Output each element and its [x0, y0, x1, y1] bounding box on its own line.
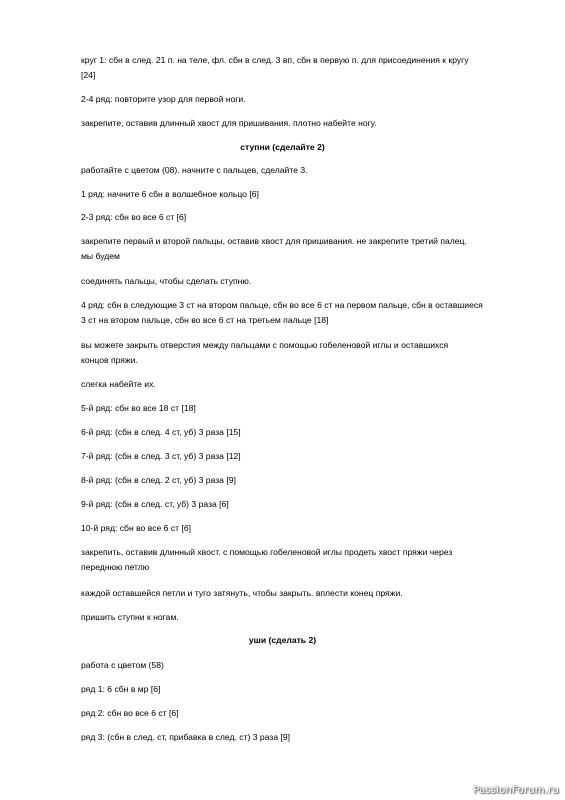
paragraph-ears-row-2: ряд 2: сбн во все 6 ст [6]: [81, 708, 179, 718]
paragraph-row-7: 7-й ряд: (сбн в след. 3 ст, уб) 3 раза [12]: [81, 451, 241, 461]
paragraph-row-4: [81, 298, 521, 328]
text-line: 3 ст на втором пальце, сбн во все 6 ст на третьем пальце [18]: [81, 315, 329, 325]
watermark-text: PassionForum.ru: [473, 785, 559, 796]
text-line: круг 1: сбн в след. 21 п. на теле, фл. сбн в след. 3 вп, сбн в первую п. для присоединения к кругу: [81, 55, 469, 65]
paragraph-close-holes: [81, 338, 521, 368]
paragraph-color-58: работа с цветом (58): [81, 660, 164, 670]
paragraph-ears-row-3: ряд 3: (сбн в след. ст, прибавка в след. ст) 3 раза [9]: [81, 732, 291, 742]
paragraph-rows-2-4: 2-4 ряд: повторите узор для первой ноги.: [81, 94, 246, 104]
section-heading-feet: ступни (сделайте 2): [240, 142, 325, 152]
paragraph-row-5: 5-й ряд: сбн во все 18 ст [18]: [81, 403, 196, 413]
text-line: закрепить, оставив длинный хвост. с помощью гобеленовой иглы продеть хвост пряжи через: [81, 547, 453, 557]
paragraph-row-8: 8-й ряд: (сбн в след. 2 ст, уб) 3 раза [9]: [81, 475, 236, 485]
paragraph-join-toes: соединять пальцы, чтобы сделать ступню.: [81, 276, 252, 286]
text-line: вы можете закрыть отверстия между пальцами с помощью гобеленовой иглы и оставшихся: [81, 340, 449, 350]
text-line: 4 ряд: сбн в следующие 3 ст на втором пальце, сбн во все 6 ст на первом пальце, сбн в оставшиеся: [81, 300, 483, 310]
text-line: концов пряжи.: [81, 355, 138, 365]
paragraph-row-10: 10-й ряд: сбн во все 6 ст [6]: [81, 523, 191, 533]
paragraph-row-9: 9-й ряд: (сбн в след. ст, уб) 3 раза [6]: [81, 499, 229, 509]
paragraph-fasten-toes: [81, 234, 521, 264]
text-line: мы будем: [81, 251, 120, 261]
paragraph-fasten-leg: закрепите, оставив длинный хвост для пришивания. плотно набейте ногу.: [81, 118, 377, 128]
text-line: [24]: [81, 70, 96, 80]
paragraph-round-1: [81, 53, 521, 83]
text-line: закрепите первый и второй пальцы, оставив хвост для пришивания. не закрепите третий палец.: [81, 236, 467, 246]
section-heading-ears: уши (сделать 2): [248, 635, 317, 645]
paragraph-row-1: 1 ряд: начните 6 сбн в волшебное кольцо [6]: [81, 189, 259, 199]
paragraph-row-6: 6-й ряд: (сбн в след. 4 ст, уб) 3 раза [15]: [81, 427, 241, 437]
paragraph-tighten-loops: каждой оставшейся петли и туго затянуть, чтобы закрыть. вплести конец пряжи.: [81, 588, 403, 598]
paragraph-ears-row-1: ряд 1: 6 сбн в мр [6]: [81, 684, 161, 694]
paragraph-rows-2-3: 2-3 ряд: сбн во все 6 ст [6]: [81, 212, 187, 222]
paragraph-stuff-lightly: слегка набейте их.: [81, 379, 156, 389]
text-line: переднюю петлю: [81, 562, 150, 572]
paragraph-sew-feet: пришить ступни к ногам.: [81, 612, 179, 622]
paragraph-color-08: работайте с цветом (08). начните с пальцев, сделайте 3.: [81, 165, 308, 175]
paragraph-fasten-tail: [81, 545, 521, 575]
